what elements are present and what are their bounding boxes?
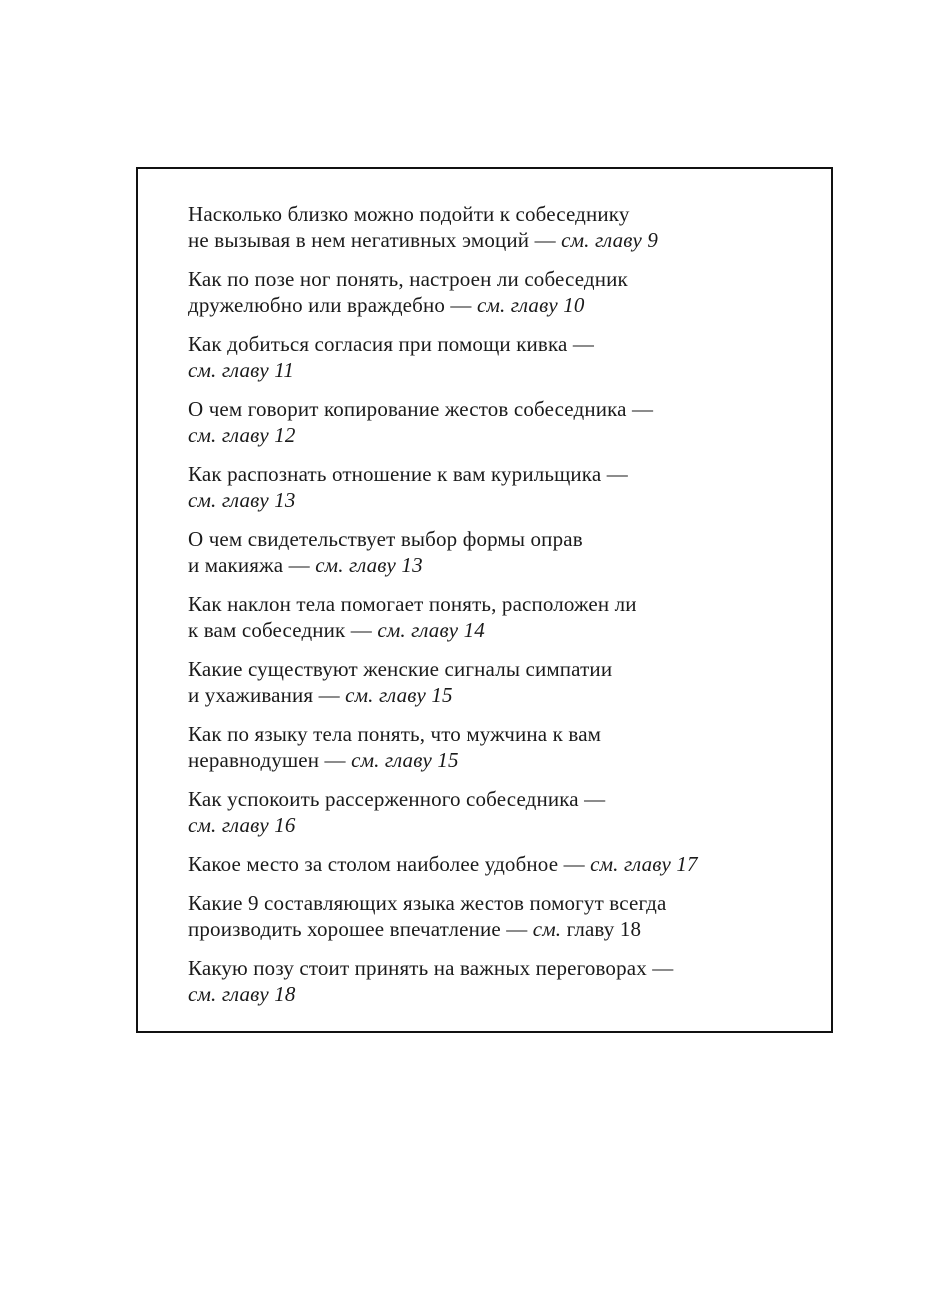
entry-text: О чем говорит копирование жестов собеседника — bbox=[188, 397, 654, 421]
chapter-reference-prefix: см. bbox=[532, 917, 562, 941]
chapter-reference: см. главу 15 bbox=[345, 683, 453, 707]
chapter-reference: см. главу 13 bbox=[188, 488, 296, 512]
list-item bbox=[188, 656, 808, 708]
list-item bbox=[188, 266, 808, 318]
list-item bbox=[188, 331, 808, 383]
entry-text: Как распознать отношение к вам курильщика — bbox=[188, 462, 628, 486]
chapter-reference-rest: главу 18 bbox=[561, 917, 642, 941]
entry-text: Как добиться согласия при помощи кивка — bbox=[188, 332, 595, 356]
entry-text: Какую позу стоит принять на важных переговорах — bbox=[188, 956, 674, 980]
entry-text: Как наклон тела помогает понять, расположен ли bbox=[188, 592, 637, 616]
chapter-reference: см. главу 12 bbox=[188, 423, 296, 447]
entry-text: Какие 9 составляющих языка жестов помогут всегда bbox=[188, 891, 667, 915]
entry-text: Как по языку тела понять, что мужчина к вам bbox=[188, 722, 602, 746]
list-item bbox=[188, 591, 808, 643]
entry-text: не вызывая в нем негативных эмоций — bbox=[188, 228, 562, 252]
entry-text: Как по позе ног понять, настроен ли собеседник bbox=[188, 267, 628, 291]
chapter-reference bbox=[533, 917, 641, 941]
list-item bbox=[188, 851, 808, 877]
chapter-reference: см. главу 16 bbox=[188, 813, 296, 837]
chapter-reference: см. главу 18 bbox=[188, 982, 296, 1006]
list-item bbox=[188, 786, 808, 838]
list-item bbox=[188, 526, 808, 578]
entry-text: Какое место за столом наиболее удобное — bbox=[188, 852, 591, 876]
chapter-reference: см. главу 14 bbox=[377, 618, 485, 642]
chapter-reference: см. главу 13 bbox=[315, 553, 423, 577]
entry-text: О чем свидетельствует выбор формы оправ bbox=[188, 527, 583, 551]
chapter-reference: см. главу 17 bbox=[590, 852, 698, 876]
list-item bbox=[188, 461, 808, 513]
entry-text: дружелюбно или враждебно — bbox=[188, 293, 477, 317]
entry-text: и ухаживания — bbox=[188, 683, 346, 707]
entry-text: Насколько близко можно подойти к собеседнику bbox=[188, 202, 630, 226]
list-item bbox=[188, 396, 808, 448]
chapter-reference: см. главу 11 bbox=[188, 358, 294, 382]
entry-text: к вам собеседник — bbox=[188, 618, 378, 642]
list-item bbox=[188, 201, 808, 253]
entry-text: Какие существуют женские сигналы симпатии bbox=[188, 657, 613, 681]
entry-text: неравнодушен — bbox=[188, 748, 352, 772]
list-item bbox=[188, 890, 808, 942]
entry-text: Как успокоить рассерженного собеседника — bbox=[188, 787, 606, 811]
chapter-reference-list bbox=[188, 201, 808, 1020]
list-item bbox=[188, 721, 808, 773]
chapter-reference: см. главу 9 bbox=[561, 228, 659, 252]
chapter-reference: см. главу 15 bbox=[351, 748, 459, 772]
entry-text: производить хорошее впечатление — bbox=[188, 917, 533, 941]
list-item bbox=[188, 955, 808, 1007]
entry-text: и макияжа — bbox=[188, 553, 316, 577]
chapter-reference: см. главу 10 bbox=[476, 293, 585, 317]
